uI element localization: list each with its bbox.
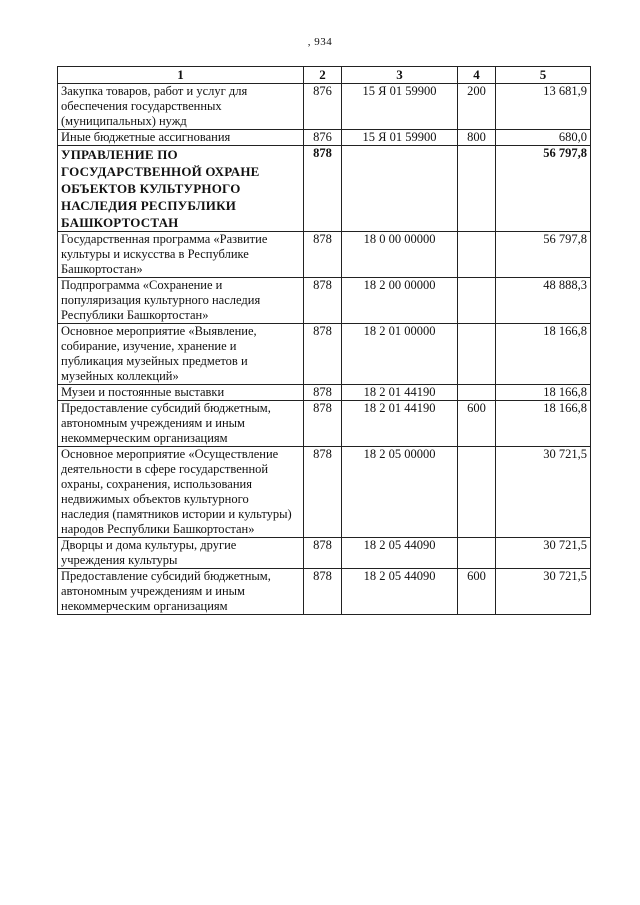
- row-article: 18 2 05 44090: [342, 569, 458, 615]
- row-name: Закупка товаров, работ и услуг для обеспечения государственных (муниципальных) нужд: [58, 84, 304, 130]
- row-name: Дворцы и дома культуры, другие учреждения культуры: [58, 538, 304, 569]
- row-code: 876: [304, 84, 342, 130]
- table-row: [58, 447, 591, 538]
- row-article: 18 2 05 00000: [342, 447, 458, 538]
- row-article: 18 2 01 44190: [342, 385, 458, 401]
- row-type: 600: [458, 401, 496, 447]
- row-type: 200: [458, 84, 496, 130]
- table-row: [58, 278, 591, 324]
- row-name: Основное мероприятие «Выявление, собирание, изучение, хранение и публикация музейных предметов и музейных коллекций»: [58, 324, 304, 385]
- table-row: [58, 84, 591, 130]
- row-type: [458, 538, 496, 569]
- row-article: 18 0 00 00000: [342, 232, 458, 278]
- row-name: Подпрограмма «Сохранение и популяризация культурного наследия Республики Башкортостан»: [58, 278, 304, 324]
- row-amount: 30 721,5: [496, 538, 591, 569]
- row-article: 18 2 00 00000: [342, 278, 458, 324]
- row-name: Основное мероприятие «Осуществление деятельности в сфере государственной охраны, сохранения, использования недвижимых объектов культурного наследия (памятников истории и культуры) народов Республики Башкортостан»: [58, 447, 304, 538]
- row-article: 15 Я 01 59900: [342, 84, 458, 130]
- header-col-1: 1: [58, 67, 304, 84]
- header-col-2: 2: [304, 67, 342, 84]
- row-code: 878: [304, 569, 342, 615]
- table-row: [58, 538, 591, 569]
- row-amount: 18 166,8: [496, 401, 591, 447]
- table-row: [58, 385, 591, 401]
- row-article: 18 2 01 44190: [342, 401, 458, 447]
- row-amount: 13 681,9: [496, 84, 591, 130]
- page-number-mark: ,: [307, 36, 311, 48]
- row-code: 876: [304, 130, 342, 146]
- row-name: Иные бюджетные ассигнования: [58, 130, 304, 146]
- table-row: [58, 569, 591, 615]
- row-amount: 680,0: [496, 130, 591, 146]
- header-col-3: 3: [342, 67, 458, 84]
- row-code: 878: [304, 447, 342, 538]
- header-col-4: 4: [458, 67, 496, 84]
- row-name: Государственная программа «Развитие культуры и искусства в Республике Башкортостан»: [58, 232, 304, 278]
- row-amount: 30 721,5: [496, 569, 591, 615]
- row-amount: 48 888,3: [496, 278, 591, 324]
- row-name: Предоставление субсидий бюджетным, автономным учреждениям и иным некоммерческим организациям: [58, 401, 304, 447]
- row-amount: 56 797,8: [496, 146, 591, 232]
- table-row: [58, 130, 591, 146]
- row-amount: 18 166,8: [496, 385, 591, 401]
- row-article: 18 2 05 44090: [342, 538, 458, 569]
- row-name: УПРАВЛЕНИЕ ПО ГОСУДАРСТВЕННОЙ ОХРАНЕ ОБЪЕКТОВ КУЛЬТУРНОГО НАСЛЕДИЯ РЕСПУБЛИКИ БАШКОРТОСТАН: [58, 146, 304, 232]
- row-type: [458, 447, 496, 538]
- row-name: Предоставление субсидий бюджетным, автономным учреждениям и иным некоммерческим организациям: [58, 569, 304, 615]
- row-code: 878: [304, 385, 342, 401]
- table-row: [58, 232, 591, 278]
- row-code: 878: [304, 278, 342, 324]
- page-number-value: 934: [314, 36, 333, 48]
- row-article: 15 Я 01 59900: [342, 130, 458, 146]
- page-number: [0, 36, 640, 48]
- header-row: [58, 67, 591, 84]
- row-name: Музеи и постоянные выставки: [58, 385, 304, 401]
- row-amount: 56 797,8: [496, 232, 591, 278]
- table-row: [58, 401, 591, 447]
- row-type: 800: [458, 130, 496, 146]
- row-type: [458, 146, 496, 232]
- row-code: 878: [304, 401, 342, 447]
- row-type: [458, 385, 496, 401]
- row-code: 878: [304, 146, 342, 232]
- table-row-department: [58, 146, 591, 232]
- row-type: 600: [458, 569, 496, 615]
- row-article: 18 2 01 00000: [342, 324, 458, 385]
- row-type: [458, 278, 496, 324]
- header-col-5: 5: [496, 67, 591, 84]
- row-code: 878: [304, 232, 342, 278]
- row-amount: 30 721,5: [496, 447, 591, 538]
- row-amount: 18 166,8: [496, 324, 591, 385]
- row-type: [458, 324, 496, 385]
- row-type: [458, 232, 496, 278]
- row-code: 878: [304, 324, 342, 385]
- row-article: [342, 146, 458, 232]
- table-row: [58, 324, 591, 385]
- budget-table: [57, 66, 591, 615]
- row-code: 878: [304, 538, 342, 569]
